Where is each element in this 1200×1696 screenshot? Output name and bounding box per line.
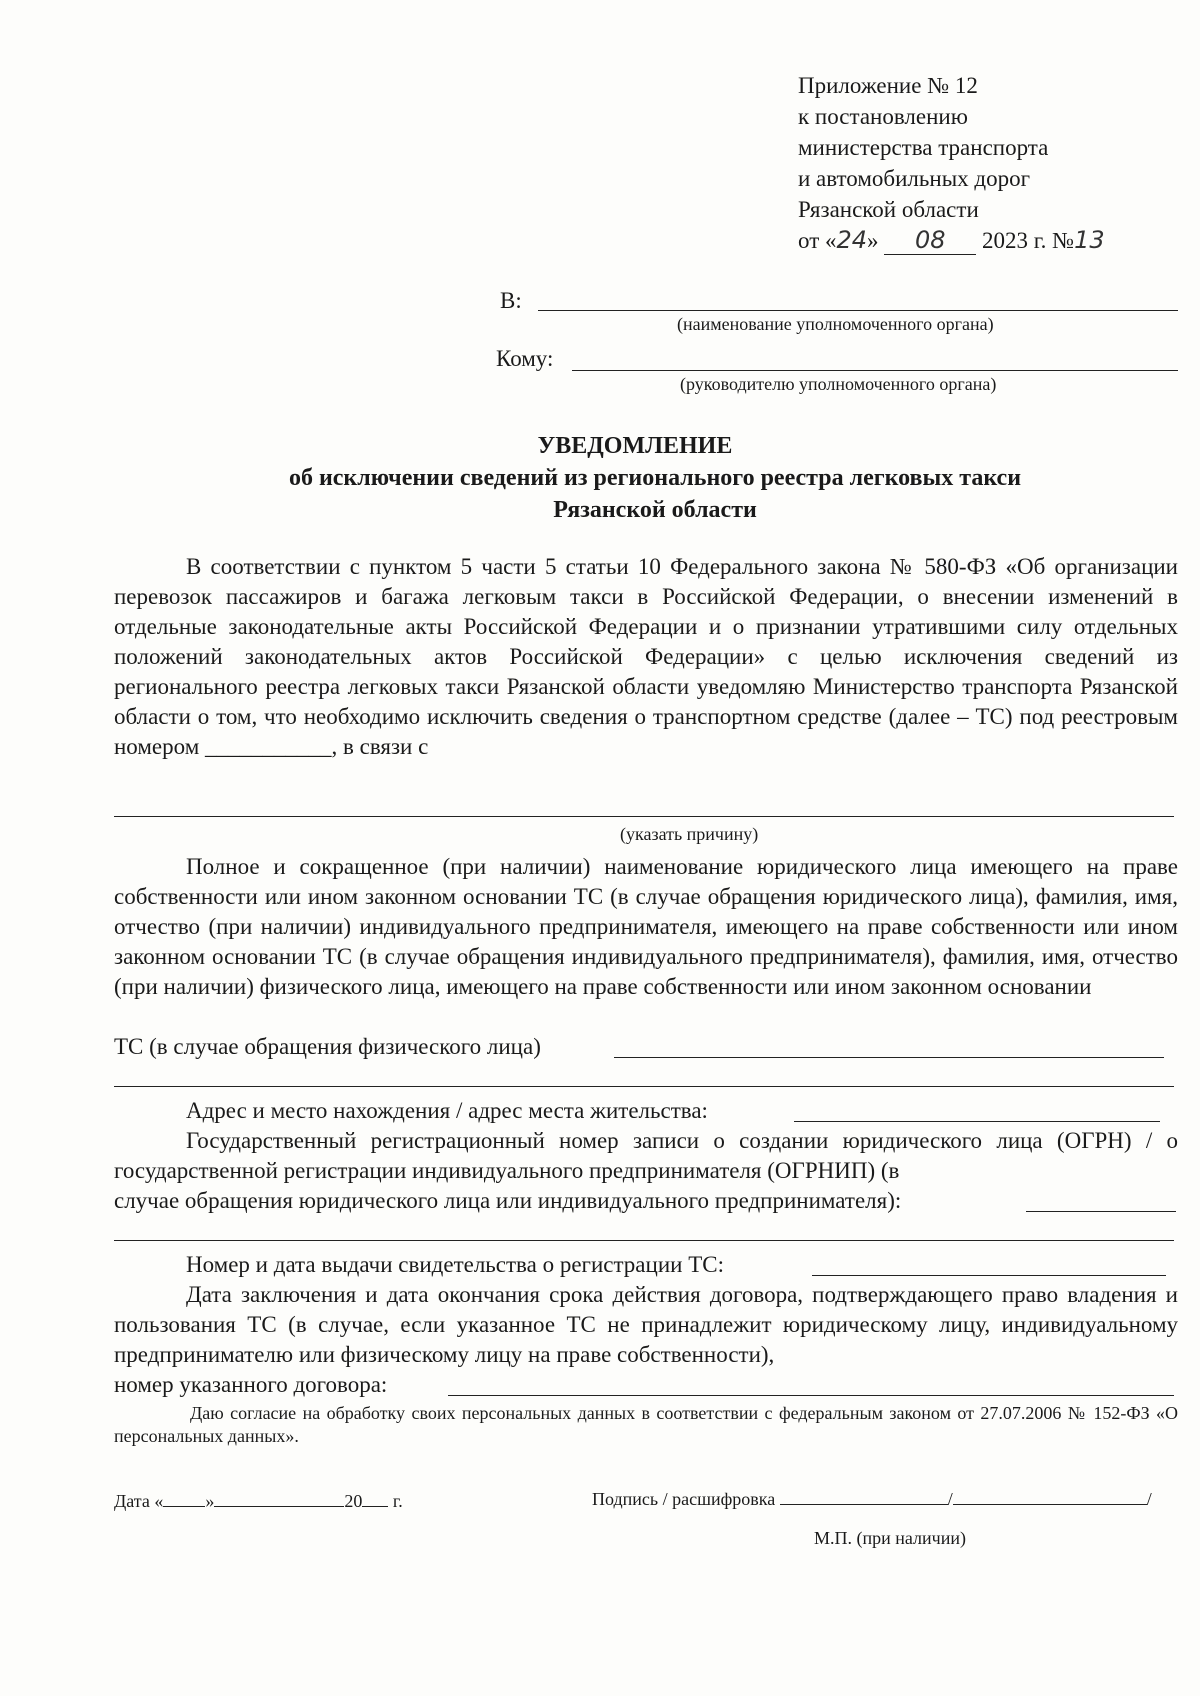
ogrn-label: случае обращения юридического лица или индивидуального предпринимателя): (114, 1188, 902, 1213)
paragraph-ogrn: Государственный регистрационный номер записи о создании юридического лица (ОГРН) / о государственной регистрации индивидуального предпринимателя (ОГРНИП) (в (114, 1128, 1178, 1183)
handwritten-month-field (884, 227, 976, 255)
appendix-line-4: и автомобильных дорог (798, 166, 1031, 191)
owner-name-field[interactable] (614, 1057, 1164, 1058)
signature-label: Подпись / расшифровка (592, 1489, 776, 1509)
to-head-caption: (руководителю уполномоченного органа) (680, 374, 997, 394)
owner-name-field-2[interactable] (114, 1086, 1174, 1087)
handwritten-number: 13 (1074, 226, 1105, 254)
to-head-label: Кому: (496, 346, 554, 371)
title-line-2: об исключении сведений из регионального реестра легковых такси (288, 465, 1022, 491)
date-year-suffix: г. (392, 1491, 403, 1511)
consent-text: Даю согласие на обработку своих персональных данных в соответствии с федеральным законом от 27.07.2006 № 152-ФЗ «О персональных данных». (114, 1403, 1178, 1446)
appendix-number: Приложение № 12 (798, 73, 978, 98)
reason-field[interactable] (114, 816, 1174, 817)
signature-decoding-field[interactable] (953, 1486, 1147, 1505)
ogrn-row (114, 1186, 1178, 1216)
appendix-line-3: министерства транспорта (798, 135, 1049, 160)
date-month-field[interactable] (214, 1488, 344, 1507)
to-org-caption: (наименование уполномоченного органа) (677, 314, 994, 334)
date-label-mid: » (205, 1491, 215, 1511)
paragraph-contract: Дата заключения и дата окончания срока действия договора, подтверждающего право владения и пользования ТС (в случае, если указанное ТС не принадлежит юридическому лицу, индивидуальному предпринимателю или физическому лицу на праве собственности), (114, 1282, 1178, 1367)
date-label: Дата « (114, 1491, 164, 1511)
to-org-label: В: (500, 288, 522, 313)
reason-caption: (указать причину) (620, 824, 759, 844)
signature-field[interactable] (780, 1486, 948, 1505)
appendix-date-line (798, 225, 1105, 256)
ogrn-field[interactable] (1026, 1211, 1176, 1212)
certificate-label: Номер и дата выдачи свидетельства о регистрации ТС: (186, 1252, 724, 1277)
date-year-field[interactable] (362, 1488, 388, 1507)
document-title (0, 430, 1200, 526)
title-line-3: Рязанской области (553, 497, 757, 523)
address-field[interactable] (794, 1121, 1160, 1122)
paragraph-legal-basis: В соответствии с пунктом 5 части 5 статьи 10 Федерального закона № 580-ФЗ «Об организации перевозок пассажиров и багажа легковым такси в Российской Федерации, о внесении изменений в отдельные законодательные акты Российской Федерации и о признании утратившими силу отдельных положений законодательных актов Российской Федерации» с целью исключения сведений из регионального реестра легковых такси Рязанской области уведомляю Министерство транспорта Рязанской области о том, что необходимо исключить сведения о транспортном средстве (далее – ТС) под реестровым номером ___________, в связи с (114, 554, 1178, 759)
contract-label: номер указанного договора: (114, 1372, 388, 1397)
address-label: Адрес и место нахождения / адрес места жительства: (186, 1098, 708, 1123)
date-prefix: от « (798, 228, 837, 253)
signature-slash-end: / (1146, 1489, 1152, 1509)
date-century: 20 (344, 1491, 363, 1511)
signature-row (592, 1486, 1152, 1510)
to-head-field[interactable] (572, 370, 1178, 371)
handwritten-day: 24 (836, 226, 868, 254)
stamp-note: М.П. (при наличии) (814, 1528, 966, 1548)
signature-slash: / (947, 1489, 953, 1509)
ogrn-field-2[interactable] (114, 1240, 1174, 1241)
date-mid: » (867, 228, 879, 253)
date-day-field[interactable] (163, 1488, 205, 1507)
contract-field[interactable] (448, 1395, 1174, 1396)
appendix-line-2: к постановлению (798, 104, 968, 129)
appendix-header (798, 70, 1105, 256)
owner-name-label: ТС (в случае обращения физического лица) (114, 1034, 541, 1059)
certificate-field[interactable] (812, 1275, 1166, 1276)
handwritten-month: 08 (915, 226, 946, 254)
paragraph-owner-name: Полное и сокращенное (при наличии) наименование юридического лица имеющего на праве собственности или ином законном основании ТС (в случае обращения юридического лица), фамилия, имя, отчество (при наличии) индивидуального предпринимателя, имеющего на праве собственности или ином законном основании ТС (в случае обращения индивидуального предпринимателя), фамилия, имя, отчество (при наличии) физического лица, имеющего на праве собственности или ином законном основании (114, 854, 1178, 999)
appendix-line-5: Рязанской области (798, 197, 979, 222)
date-signature-row (114, 1488, 403, 1512)
title-line-1: УВЕДОМЛЕНИЕ (537, 433, 733, 459)
to-org-field[interactable] (538, 310, 1178, 311)
date-year: 2023 г. № (982, 228, 1075, 253)
